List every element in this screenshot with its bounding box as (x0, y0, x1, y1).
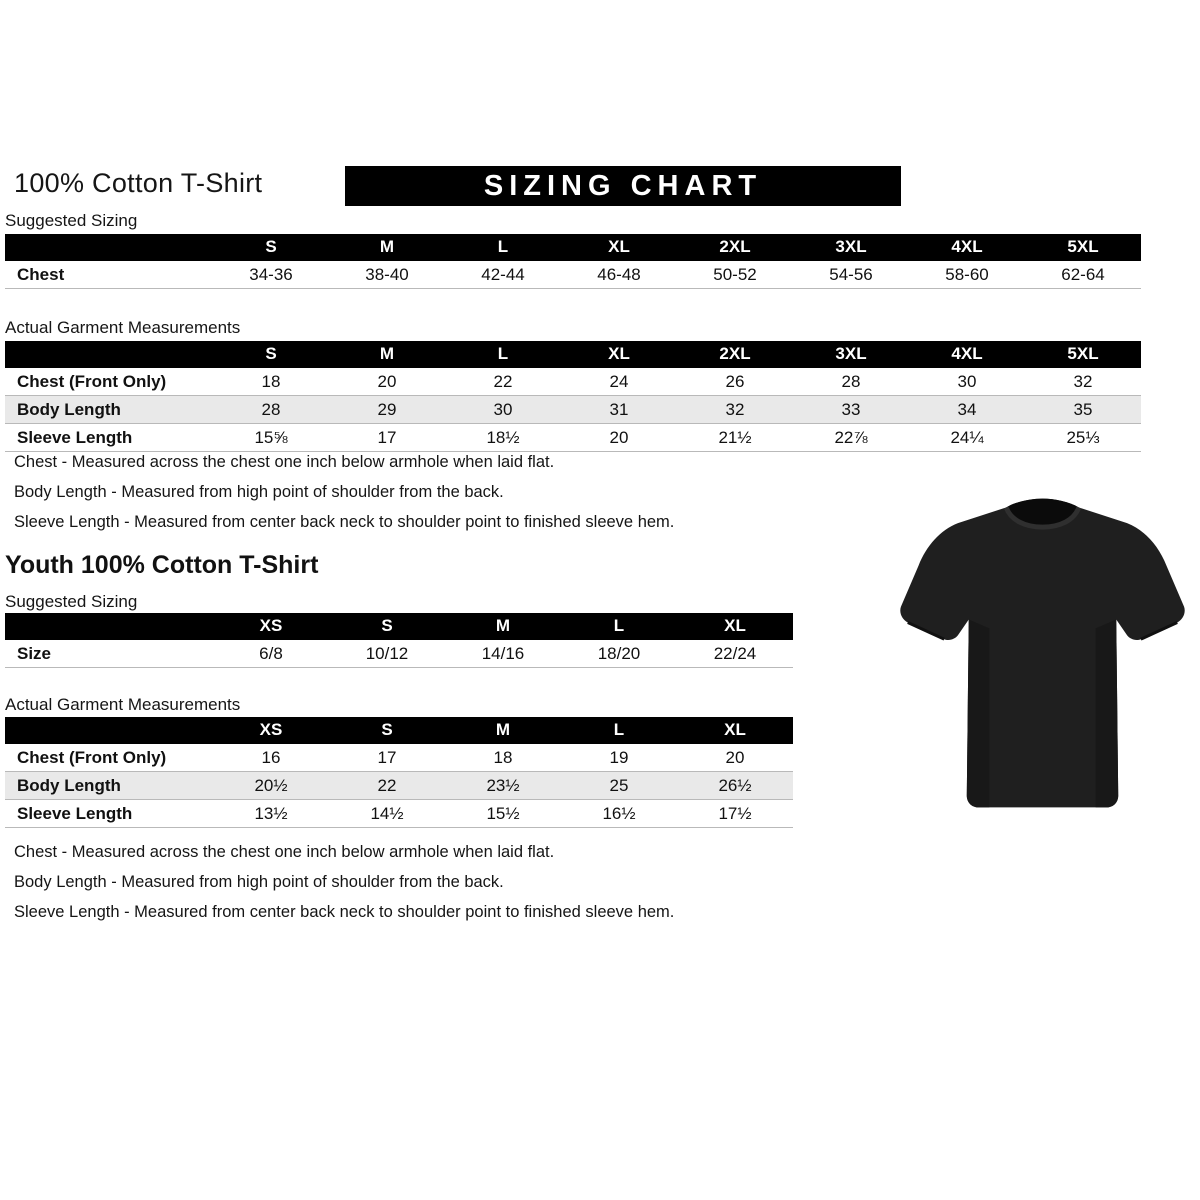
measurement-value: 17 (329, 744, 445, 772)
measurement-value: 28 (213, 396, 329, 424)
size-column-header: 2XL (677, 234, 793, 261)
size-column-header: 3XL (793, 234, 909, 261)
measurement-value: 38-40 (329, 261, 445, 289)
adult-actual-measurements-label: Actual Garment Measurements (5, 318, 241, 337)
table-row (5, 424, 1141, 452)
size-column-header: L (561, 613, 677, 640)
measurement-value: 6/8 (213, 640, 329, 668)
size-column-header: XL (677, 613, 793, 640)
table-row (5, 396, 1141, 424)
measurement-value: 14½ (329, 800, 445, 828)
row-label: Body Length (5, 396, 213, 424)
measurement-value: 31 (561, 396, 677, 424)
size-column-header: S (329, 717, 445, 744)
size-column-header: 4XL (909, 234, 1025, 261)
youth-measurement-notes (14, 843, 874, 933)
note-line: Chest - Measured across the chest one inch below armhole when laid flat. (14, 843, 555, 861)
measurement-value: 21½ (677, 424, 793, 452)
measurement-value: 34-36 (213, 261, 329, 289)
table-row (5, 744, 793, 772)
measurement-value: 26½ (677, 772, 793, 800)
youth-section-title: Youth 100% Cotton T-Shirt (5, 551, 319, 579)
size-column-header: S (213, 234, 329, 261)
measurement-value: 30 (445, 396, 561, 424)
size-column-header: L (445, 234, 561, 261)
measurement-value: 20 (677, 744, 793, 772)
size-column-header: XL (561, 341, 677, 368)
size-column-header: L (445, 341, 561, 368)
measurement-value: 10/12 (329, 640, 445, 668)
measurement-value: 15½ (445, 800, 561, 828)
table-row (5, 800, 793, 828)
size-column-header: 5XL (1025, 234, 1141, 261)
row-label: Body Length (5, 772, 213, 800)
measurement-value: 18 (445, 744, 561, 772)
measurement-value: 20½ (213, 772, 329, 800)
measurement-value: 20 (561, 424, 677, 452)
table-row (5, 368, 1141, 396)
measurement-value: 20 (329, 368, 445, 396)
row-label: Sleeve Length (5, 800, 213, 828)
measurement-value: 17 (329, 424, 445, 452)
row-label: Chest (Front Only) (5, 744, 213, 772)
row-label: Chest (5, 261, 213, 289)
measurement-value: 18 (213, 368, 329, 396)
measurement-value: 50-52 (677, 261, 793, 289)
measurement-value: 26 (677, 368, 793, 396)
tshirt-graphic (895, 468, 1190, 836)
size-column-header: 5XL (1025, 341, 1141, 368)
adult-suggested-sizing-table (5, 234, 1141, 289)
page-title: 100% Cotton T-Shirt (14, 168, 263, 198)
size-column-header: XL (677, 717, 793, 744)
measurement-value: 22 (445, 368, 561, 396)
header-spacer-cell (5, 234, 213, 261)
measurement-value: 18/20 (561, 640, 677, 668)
measurement-value: 24 (561, 368, 677, 396)
size-column-header: M (329, 234, 445, 261)
youth-suggested-sizing-table (5, 613, 793, 668)
measurement-value: 17½ (677, 800, 793, 828)
table-row (5, 772, 793, 800)
table-row (5, 261, 1141, 289)
measurement-value: 23½ (445, 772, 561, 800)
measurement-value: 33 (793, 396, 909, 424)
measurement-value: 29 (329, 396, 445, 424)
row-label: Sleeve Length (5, 424, 213, 452)
measurement-value: 28 (793, 368, 909, 396)
size-column-header: 2XL (677, 341, 793, 368)
measurement-value: 14/16 (445, 640, 561, 668)
row-label: Chest (Front Only) (5, 368, 213, 396)
measurement-value: 58-60 (909, 261, 1025, 289)
header-spacer-cell (5, 717, 213, 744)
size-column-header: 4XL (909, 341, 1025, 368)
size-column-header: S (213, 341, 329, 368)
measurement-value: 19 (561, 744, 677, 772)
adult-measurement-notes (14, 453, 874, 543)
size-column-header: L (561, 717, 677, 744)
row-label: Size (5, 640, 213, 668)
measurement-value: 22/24 (677, 640, 793, 668)
size-column-header: S (329, 613, 445, 640)
size-column-header: M (329, 341, 445, 368)
note-line: Body Length - Measured from high point of shoulder from the back. (14, 873, 504, 891)
adult-suggested-sizing-label: Suggested Sizing (5, 211, 138, 230)
measurement-value: 16 (213, 744, 329, 772)
youth-actual-measurements-table (5, 717, 793, 828)
tshirt-image (895, 468, 1190, 836)
measurement-value: 30 (909, 368, 1025, 396)
measurement-value: 25 (561, 772, 677, 800)
measurement-value: 35 (1025, 396, 1141, 424)
measurement-value: 24¼ (909, 424, 1025, 452)
measurement-value: 22 (329, 772, 445, 800)
measurement-value: 46-48 (561, 261, 677, 289)
note-line: Body Length - Measured from high point of shoulder from the back. (14, 483, 504, 501)
size-column-header: XS (213, 717, 329, 744)
size-column-header: 3XL (793, 341, 909, 368)
sizing-chart-banner-text: SIZING CHART (483, 169, 763, 202)
measurement-value: 32 (677, 396, 793, 424)
size-column-header: XL (561, 234, 677, 261)
size-column-header: M (445, 613, 561, 640)
measurement-value: 18½ (445, 424, 561, 452)
measurement-value: 42-44 (445, 261, 561, 289)
table-row (5, 640, 793, 668)
youth-suggested-sizing-label: Suggested Sizing (5, 592, 138, 611)
measurement-value: 25⅓ (1025, 424, 1141, 452)
note-line: Sleeve Length - Measured from center back neck to shoulder point to finished sleeve hem. (14, 513, 675, 531)
note-line: Sleeve Length - Measured from center back neck to shoulder point to finished sleeve hem. (14, 903, 675, 921)
sizing-chart-banner (345, 166, 901, 206)
measurement-value: 13½ (213, 800, 329, 828)
measurement-value: 54-56 (793, 261, 909, 289)
measurement-value: 34 (909, 396, 1025, 424)
header-spacer-cell (5, 341, 213, 368)
adult-actual-measurements-table (5, 341, 1141, 452)
measurement-value: 16½ (561, 800, 677, 828)
youth-actual-measurements-label: Actual Garment Measurements (5, 695, 241, 714)
measurement-value: 15⅝ (213, 424, 329, 452)
measurement-value: 22⅞ (793, 424, 909, 452)
size-column-header: XS (213, 613, 329, 640)
note-line: Chest - Measured across the chest one inch below armhole when laid flat. (14, 453, 555, 471)
measurement-value: 62-64 (1025, 261, 1141, 289)
size-column-header: M (445, 717, 561, 744)
measurement-value: 32 (1025, 368, 1141, 396)
header-spacer-cell (5, 613, 213, 640)
